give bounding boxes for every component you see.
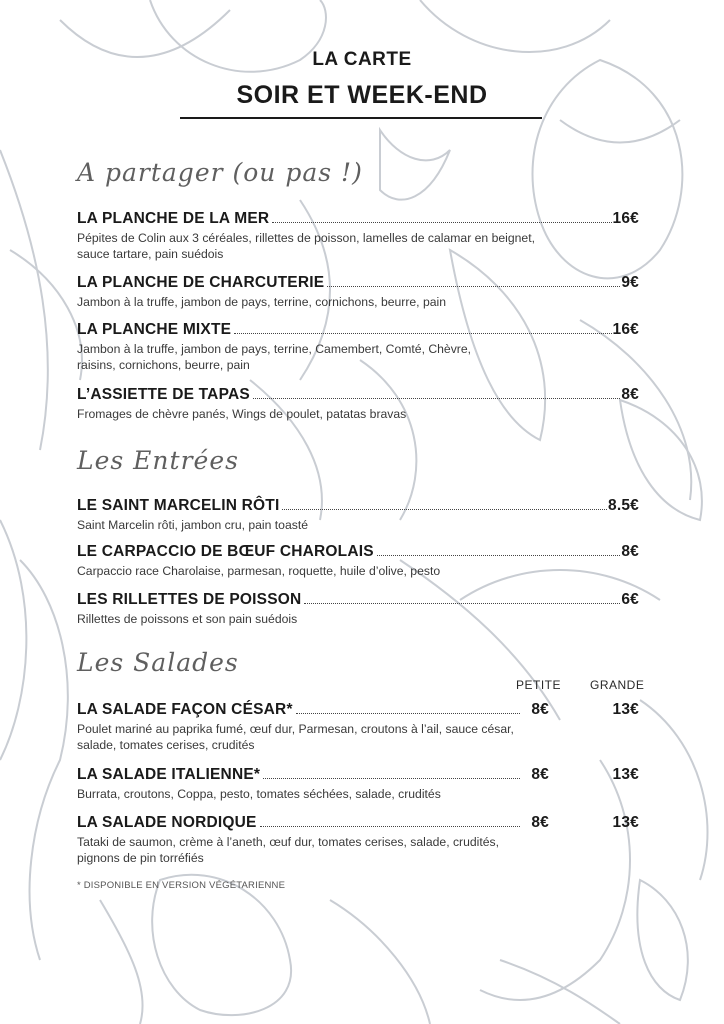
item-price: 16€ (612, 210, 639, 227)
item-price-grande: 13€ (612, 766, 639, 783)
item-description: Burrata, croutons, Coppa, pesto, tomates séchées, salade, crudités (77, 787, 441, 801)
leader-dots (234, 333, 611, 334)
menu-item (77, 497, 639, 533)
item-price-petite: 8€ (531, 814, 549, 831)
menu-item (77, 543, 639, 579)
leader-dots (282, 509, 607, 510)
leader-dots (327, 286, 620, 287)
page-title: SOIR ET WEEK-END (236, 81, 488, 109)
item-name: LA PLANCHE DE LA MER (77, 210, 270, 227)
section-title-entrees: Les Entrées (77, 446, 239, 475)
leader-dots (263, 778, 520, 779)
menu-item (77, 386, 639, 422)
leader-dots (377, 555, 621, 556)
leader-dots (253, 398, 620, 399)
item-description: Jambon à la truffe, jambon de pays, terrine, Camembert, Comté, Chèvre, raisins, cornichons, beurre, pain (77, 342, 472, 372)
item-price-grande: 13€ (612, 701, 639, 718)
item-name: LE SAINT MARCELIN RÔTI (77, 497, 280, 514)
item-price: 9€ (621, 274, 639, 291)
menu-item (77, 701, 639, 753)
section-title-salades: Les Salades (77, 648, 239, 677)
section-title-partager: A partager (ou pas !) (77, 158, 363, 187)
column-header-petite: PETITE (516, 678, 562, 692)
menu-item (77, 591, 639, 627)
menu-item (77, 814, 639, 866)
column-header-grande: GRANDE (590, 678, 645, 692)
item-description: Jambon à la truffe, jambon de pays, terrine, cornichons, beurre, pain (77, 295, 446, 309)
leader-dots (260, 826, 520, 827)
item-price: 16€ (612, 321, 639, 338)
item-name: LA SALADE FAÇON CÉSAR* (77, 701, 293, 718)
item-name: LES RILLETTES DE POISSON (77, 591, 302, 608)
menu-item (77, 210, 639, 262)
item-name: L’ASSIETTE DE TAPAS (77, 386, 250, 403)
item-name: LA SALADE NORDIQUE (77, 814, 257, 831)
title-underline (180, 117, 542, 119)
item-price: 8€ (621, 386, 639, 403)
item-price-grande: 13€ (612, 814, 639, 831)
item-name: LA SALADE ITALIENNE* (77, 766, 261, 783)
item-description: Poulet mariné au paprika fumé, œuf dur, Parmesan, croutons à l’ail, sauce césar, salade, tomates cerises, crudités (77, 722, 514, 752)
item-description: Fromages de chèvre panés, Wings de poulet, patatas bravas (77, 407, 407, 421)
item-description: Saint Marcelin rôti, jambon cru, pain toasté (77, 518, 308, 532)
item-description: Rillettes de poissons et son pain suédois (77, 612, 298, 626)
menu-item (77, 766, 639, 802)
item-price-petite: 8€ (531, 766, 549, 783)
menu-item (77, 274, 639, 310)
item-price: 8€ (621, 543, 639, 560)
menu-item (77, 321, 639, 373)
item-name: LA PLANCHE MIXTE (77, 321, 232, 338)
item-name: LE CARPACCIO DE BŒUF CHAROLAIS (77, 543, 374, 560)
footnote: * DISPONIBLE EN VERSION VÉGÉTARIENNE (77, 880, 286, 891)
item-description: Carpaccio race Charolaise, parmesan, roquette, huile d’olive, pesto (77, 564, 441, 578)
leader-dots (272, 222, 611, 223)
leader-dots (296, 713, 520, 714)
item-description: Tataki de saumon, crème à l’aneth, œuf dur, tomates cerises, salade, crudités, pignons de pin torréfiés (77, 835, 500, 865)
item-price: 6€ (621, 591, 639, 608)
header-subtitle: LA CARTE (312, 49, 412, 70)
item-description: Pépites de Colin aux 3 céréales, rillettes de poisson, lamelles de calamar en beignet, sauce tartare, pain suédois (77, 231, 535, 261)
item-price: 8.5€ (608, 497, 639, 514)
leader-dots (304, 603, 620, 604)
item-price-petite: 8€ (531, 701, 549, 718)
item-name: LA PLANCHE DE CHARCUTERIE (77, 274, 325, 291)
